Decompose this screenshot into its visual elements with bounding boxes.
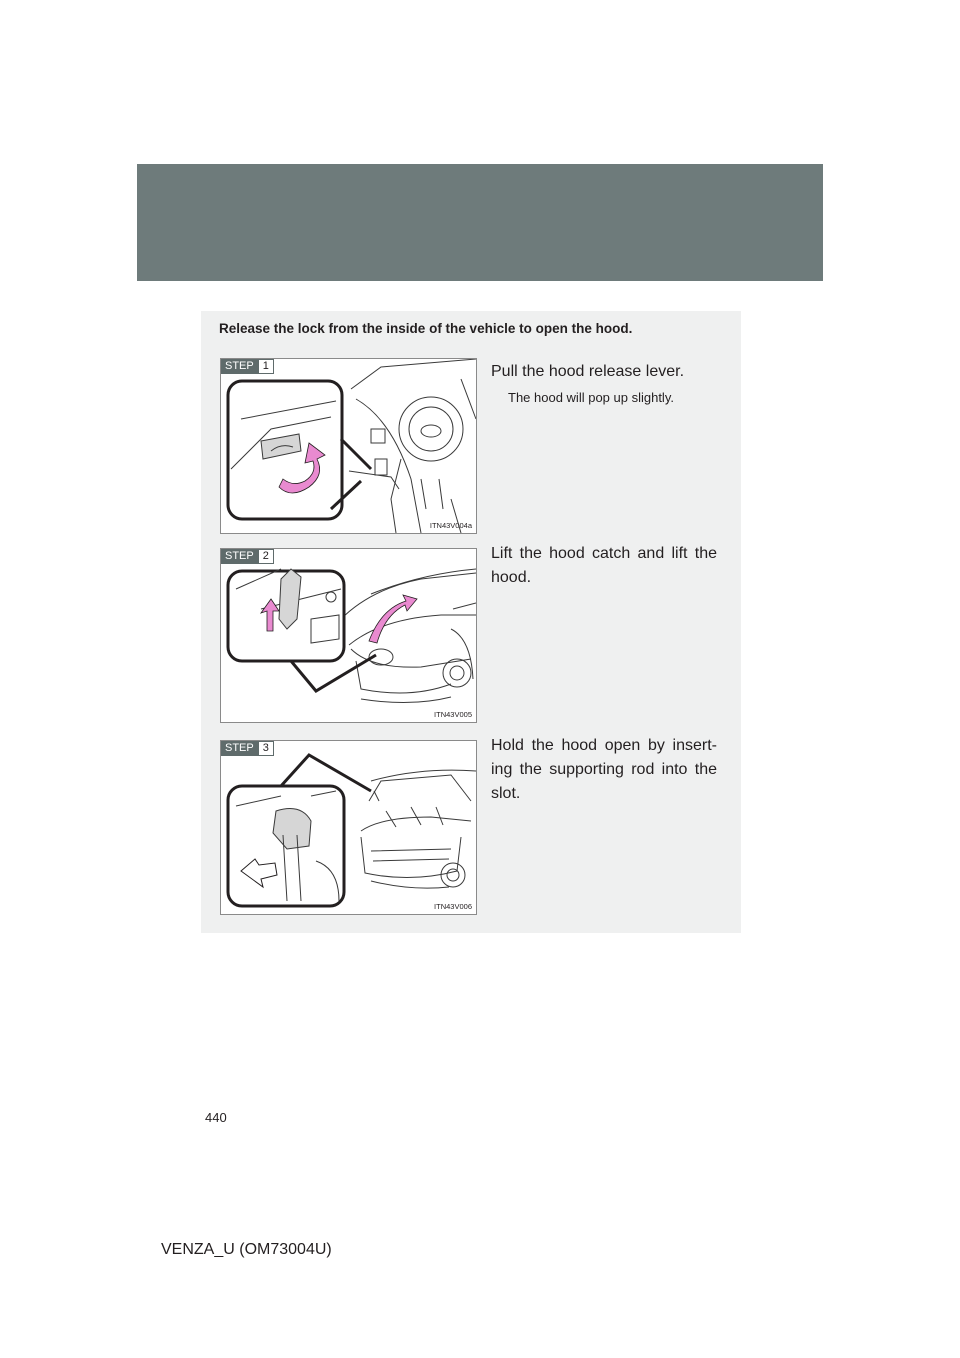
hood-release-lever-illustration	[221, 359, 476, 533]
hood-catch-illustration	[221, 549, 476, 722]
step-number: 2	[258, 549, 274, 564]
page-number: 440	[205, 1110, 227, 1125]
figure-code: ITN43V004a	[429, 521, 472, 530]
step-1-figure	[220, 358, 477, 534]
step-3-figure	[220, 740, 477, 915]
step-number: 3	[258, 741, 274, 756]
step-label: STEP	[221, 741, 258, 756]
step-2-text: Lift the hood catch and lift the hood.	[491, 545, 717, 586]
figure-code: ITN43V005	[434, 710, 472, 719]
step-3-badge	[221, 741, 274, 756]
instruction-panel	[201, 311, 741, 933]
step-1-badge	[221, 359, 274, 374]
step-3-text: Hold the hood open by insert-ing the supporting rod into the slot.	[491, 737, 717, 802]
step-1-text: Pull the hood release lever.	[491, 363, 685, 380]
step-label: STEP	[221, 549, 258, 564]
footer-model-code: VENZA_U (OM73004U)	[161, 1241, 332, 1258]
figure-code: ITN43V006	[434, 902, 472, 911]
step-2-figure	[220, 548, 477, 723]
step-2-badge	[221, 549, 274, 564]
header-band	[137, 164, 823, 281]
step-1-note: The hood will pop up slightly.	[508, 390, 674, 405]
supporting-rod-illustration	[221, 741, 476, 914]
step-number: 1	[258, 359, 274, 374]
step-label: STEP	[221, 359, 258, 374]
intro-text: Release the lock from the inside of the vehicle to open the hood.	[219, 321, 633, 336]
